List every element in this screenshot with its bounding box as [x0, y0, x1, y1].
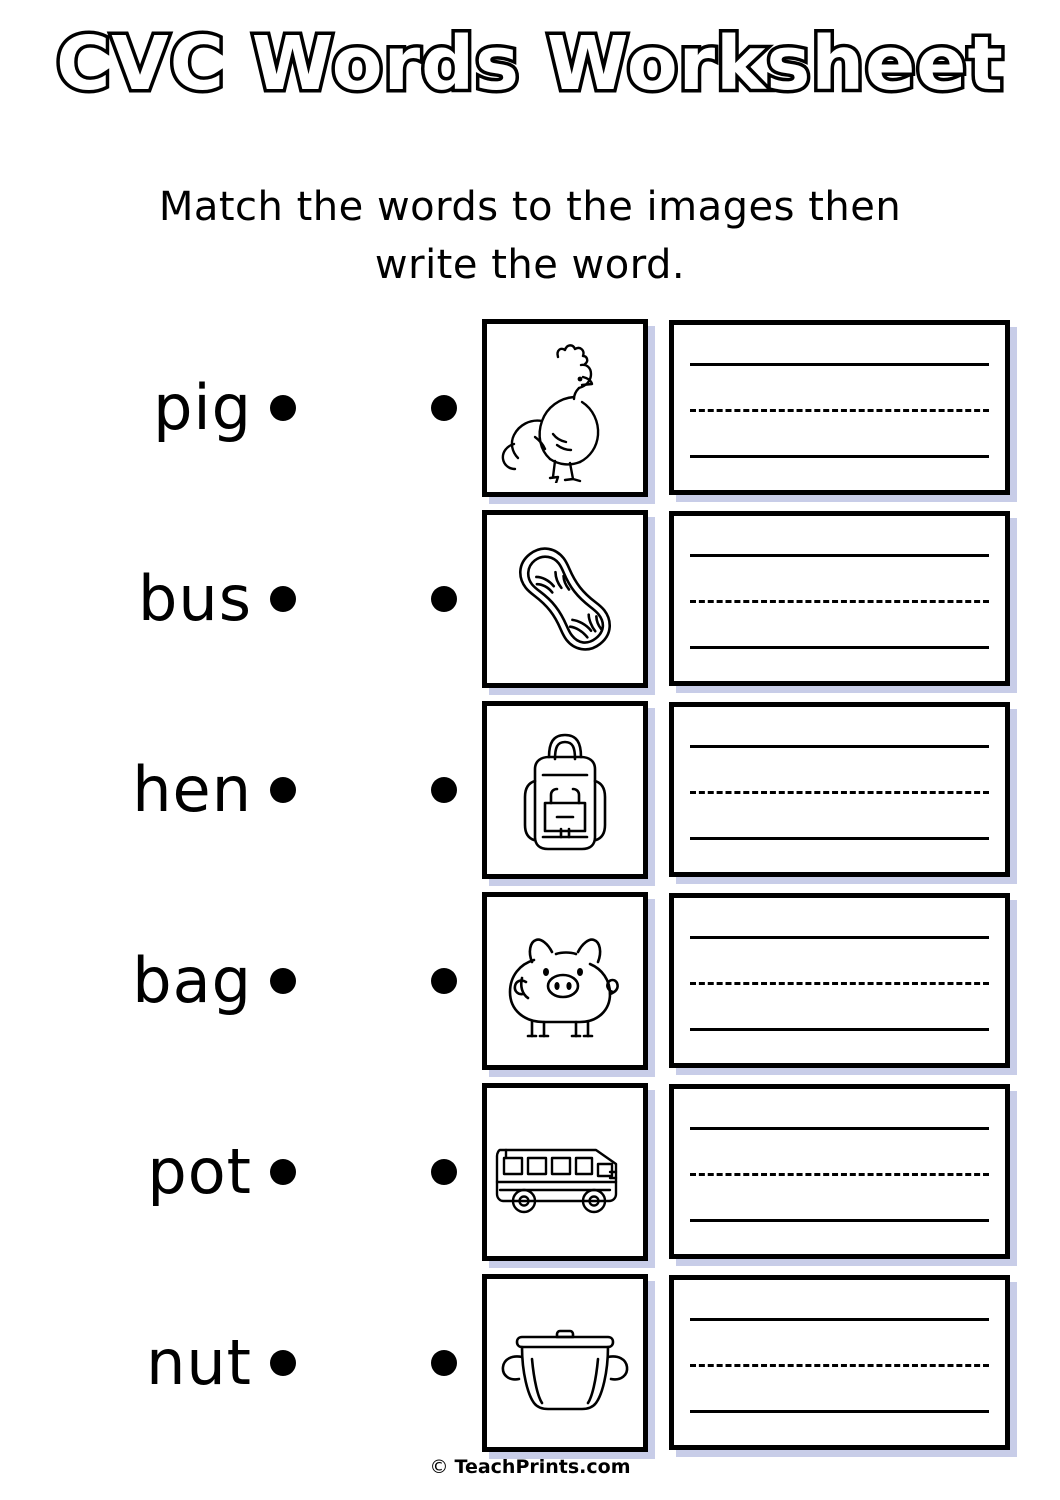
- word-connector-dot[interactable]: [270, 968, 296, 994]
- instructions-line-2: write the word.: [374, 242, 686, 288]
- picture-box: [482, 701, 648, 879]
- writing-line-middle-dashed: [690, 409, 989, 412]
- page-title: [0, 21, 1060, 107]
- writing-line-middle-dashed: [690, 791, 989, 794]
- writing-line-bottom: [690, 1410, 989, 1413]
- backpack-icon: [499, 717, 631, 863]
- word-connector-dot[interactable]: [270, 586, 296, 612]
- image-connector-cell: [300, 586, 475, 612]
- instructions: [0, 178, 1060, 294]
- match-row: [0, 1267, 1060, 1458]
- word-label: bag: [132, 943, 252, 1017]
- word-cell: [0, 1325, 300, 1399]
- writing-lines-cell: [655, 1275, 1060, 1450]
- match-row: [0, 503, 1060, 694]
- writing-line-middle-dashed: [690, 600, 989, 603]
- match-row: [0, 1076, 1060, 1267]
- writing-lines-box[interactable]: [669, 320, 1010, 495]
- writing-lines-cell: [655, 320, 1060, 495]
- word-cell: [0, 943, 300, 1017]
- writing-lines-cell: [655, 511, 1060, 686]
- match-row: [0, 312, 1060, 503]
- picture-box: [482, 319, 648, 497]
- copyright-symbol: ©: [429, 1456, 449, 1478]
- word-cell: [0, 1134, 300, 1208]
- writing-line-bottom: [690, 1028, 989, 1031]
- image-connector-cell: [300, 1159, 475, 1185]
- image-connector-dot[interactable]: [431, 1159, 457, 1185]
- writing-lines-box[interactable]: [669, 511, 1010, 686]
- picture-cell: [475, 1274, 655, 1452]
- writing-line-middle-dashed: [690, 1364, 989, 1367]
- picture-cell: [475, 319, 655, 497]
- image-connector-cell: [300, 777, 475, 803]
- word-cell: [0, 561, 300, 635]
- writing-lines-box[interactable]: [669, 893, 1010, 1068]
- writing-line-top: [690, 1318, 989, 1321]
- word-cell: [0, 752, 300, 826]
- picture-box: [482, 892, 648, 1070]
- writing-lines-cell: [655, 893, 1060, 1068]
- word-connector-dot[interactable]: [270, 1350, 296, 1376]
- image-connector-cell: [300, 968, 475, 994]
- writing-line-top: [690, 745, 989, 748]
- picture-cell: [475, 892, 655, 1070]
- word-label: hen: [132, 752, 252, 826]
- image-connector-dot[interactable]: [431, 968, 457, 994]
- picture-box: [482, 1083, 648, 1261]
- writing-line-top: [690, 363, 989, 366]
- footer-credit: [0, 1456, 1060, 1478]
- pig-icon: [492, 916, 638, 1046]
- image-connector-dot[interactable]: [431, 395, 457, 421]
- word-connector-dot[interactable]: [270, 395, 296, 421]
- picture-cell: [475, 510, 655, 688]
- writing-line-top: [690, 554, 989, 557]
- image-connector-cell: [300, 1350, 475, 1376]
- picture-cell: [475, 701, 655, 879]
- writing-lines-cell: [655, 702, 1060, 877]
- image-connector-dot[interactable]: [431, 586, 457, 612]
- instructions-line-1: Match the words to the images then: [158, 184, 902, 230]
- writing-lines-box[interactable]: [669, 702, 1010, 877]
- picture-box: [482, 1274, 648, 1452]
- writing-line-middle-dashed: [690, 982, 989, 985]
- word-label: bus: [138, 561, 252, 635]
- writing-line-bottom: [690, 646, 989, 649]
- match-rows: [0, 312, 1060, 1458]
- writing-lines-cell: [655, 1084, 1060, 1259]
- writing-lines-box[interactable]: [669, 1275, 1010, 1450]
- word-connector-dot[interactable]: [270, 1159, 296, 1185]
- word-label: pot: [147, 1134, 252, 1208]
- match-row: [0, 885, 1060, 1076]
- page-title-text: CVC Words Worksheet: [56, 21, 1004, 107]
- image-connector-dot[interactable]: [431, 1350, 457, 1376]
- writing-line-bottom: [690, 1219, 989, 1222]
- pot-icon: [492, 1305, 638, 1421]
- writing-lines-box[interactable]: [669, 1084, 1010, 1259]
- word-connector-dot[interactable]: [270, 777, 296, 803]
- image-connector-cell: [300, 395, 475, 421]
- writing-line-bottom: [690, 837, 989, 840]
- word-label: pig: [153, 370, 252, 444]
- match-row: [0, 694, 1060, 885]
- word-label: nut: [146, 1325, 252, 1399]
- word-cell: [0, 370, 300, 444]
- writing-line-top: [690, 1127, 989, 1130]
- writing-line-bottom: [690, 455, 989, 458]
- writing-line-top: [690, 936, 989, 939]
- brand-name: TeachPrints.com: [454, 1456, 631, 1478]
- image-connector-dot[interactable]: [431, 777, 457, 803]
- rooster-icon: [495, 333, 635, 483]
- picture-cell: [475, 1083, 655, 1261]
- writing-line-middle-dashed: [690, 1173, 989, 1176]
- peanut-icon: [494, 528, 636, 670]
- school-bus-icon: [490, 1120, 640, 1224]
- picture-box: [482, 510, 648, 688]
